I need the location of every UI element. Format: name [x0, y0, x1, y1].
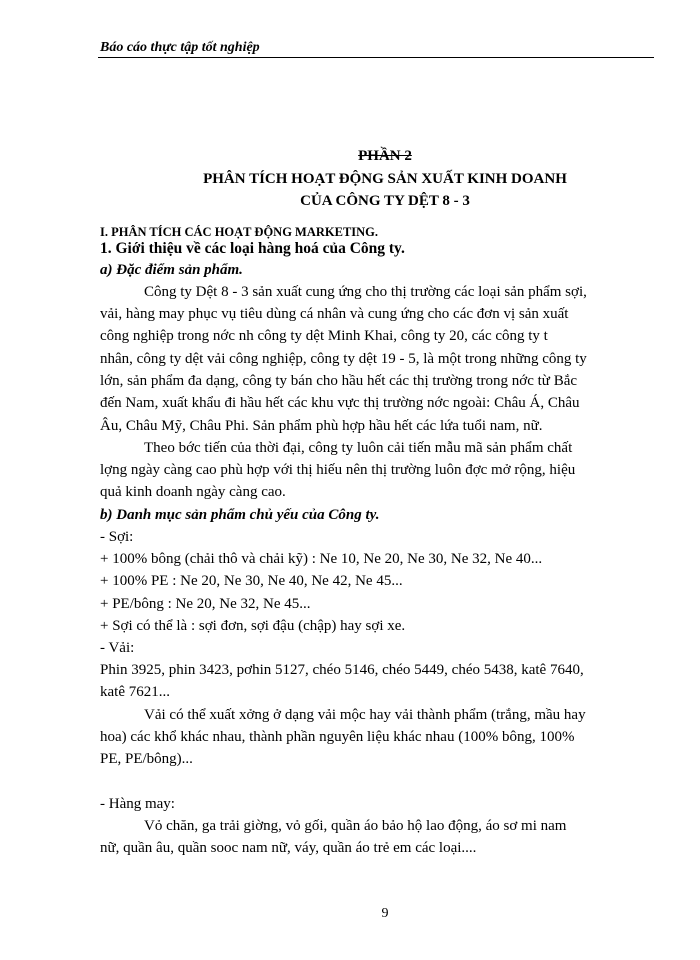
paragraph-line: lợng ngày càng cao phù hợp với thị hiếu nên thị trường luôn đợc mở rộng, hiệu — [100, 462, 576, 478]
chapter-title-line-2: CỦA CÔNG TY DỆT 8 - 3 — [300, 193, 470, 209]
paragraph-line: Công ty Dệt 8 - 3 sản xuất cung ứng cho thị trường các loại sản phẩm sợi, — [144, 284, 587, 300]
subsection-heading: 1. Giới thiệu về các loại hàng hoá của Công ty. — [100, 240, 405, 257]
paragraph-line: Theo bớc tiến của thời đại, công ty luôn cải tiến mẫu mã sản phẩm chất — [144, 440, 573, 456]
paragraph-line: hoa) các khổ khác nhau, thành phần nguyên liệu khác nhau (100% bông, 100% — [100, 729, 575, 745]
paragraph-line: Phin 3925, phin 3423, pơhin 5127, chéo 5146, chéo 5449, chéo 5438, katê 7640, — [100, 662, 584, 678]
chapter-title-line-1: PHÂN TÍCH HOẠT ĐỘNG SẢN XUẤT KINH DOANH — [203, 171, 567, 187]
list-item: + PE/bông : Ne 20, Ne 32, Ne 45... — [100, 596, 311, 612]
section-heading: I. PHÂN TÍCH CÁC HOẠT ĐỘNG MARKETING. — [100, 225, 379, 239]
paragraph-line: công nghiệp trong nớc nh công ty dệt Minh Khai, công ty 20, các công ty t — [100, 328, 548, 344]
list-item: + 100% bông (chải thô và chải kỹ) : Ne 10, Ne 20, Ne 30, Ne 32, Ne 40... — [100, 551, 543, 567]
paragraph-line: Âu, Châu Mỹ, Châu Phi. Sản phẩm phù hợp hầu hết các lứa tuổi nam, nữ. — [100, 418, 543, 434]
paragraph-line: Vỏ chăn, ga trải giờng, vỏ gối, quần áo bảo hộ lao động, áo sơ mi nam — [144, 818, 567, 834]
running-header: Báo cáo thực tập tốt nghiệp — [100, 40, 260, 55]
paragraph-line: quả kinh doanh ngày càng cao. — [100, 484, 286, 500]
page-number: 9 — [381, 906, 389, 921]
sub-heading-b: b) Danh mục sản phẩm chủ yếu của Công ty. — [100, 507, 380, 523]
list-item: + 100% PE : Ne 20, Ne 30, Ne 40, Ne 42, Ne 45... — [100, 573, 403, 589]
paragraph-line: lớn, sản phẩm đa dạng, công ty bán cho hầu hết các thị trường trong nớc từ Bắc — [100, 373, 578, 389]
paragraph-line: nhân, công ty dệt vải công nghiệp, công ty dệt 19 - 5, là một trong những công ty — [100, 351, 587, 367]
list-title: - Sợi: — [100, 529, 134, 545]
list-title: - Vải: — [100, 640, 135, 656]
paragraph-line: vải, hàng may phục vụ tiêu dùng cá nhân và cung ứng cho các đơn vị sản xuất — [100, 306, 569, 322]
sub-heading-a: a) Đặc điểm sản phẩm. — [100, 262, 243, 278]
paragraph-line: katê 7621... — [100, 684, 170, 700]
list-title: - Hàng may: — [100, 796, 175, 812]
paragraph-line: đến Nam, xuất khẩu đi hầu hết các khu vực thị trường nớc ngoài: Châu Á, Châu — [100, 395, 580, 411]
list-item: + Sợi có thể là : sợi đơn, sợi đậu (chập) hay sợi xe. — [100, 618, 406, 634]
header-rule — [98, 57, 654, 58]
part-heading: PHẦN 2 — [358, 148, 412, 164]
paragraph-line: PE, PE/bông)... — [100, 751, 193, 767]
paragraph-line: Vải có thể xuất xởng ở dạng vải mộc hay vải thành phẩm (trắng, mầu hay — [144, 707, 586, 723]
paragraph-line: nữ, quần âu, quần sooc nam nữ, váy, quần áo trẻ em các loại.... — [100, 840, 477, 856]
